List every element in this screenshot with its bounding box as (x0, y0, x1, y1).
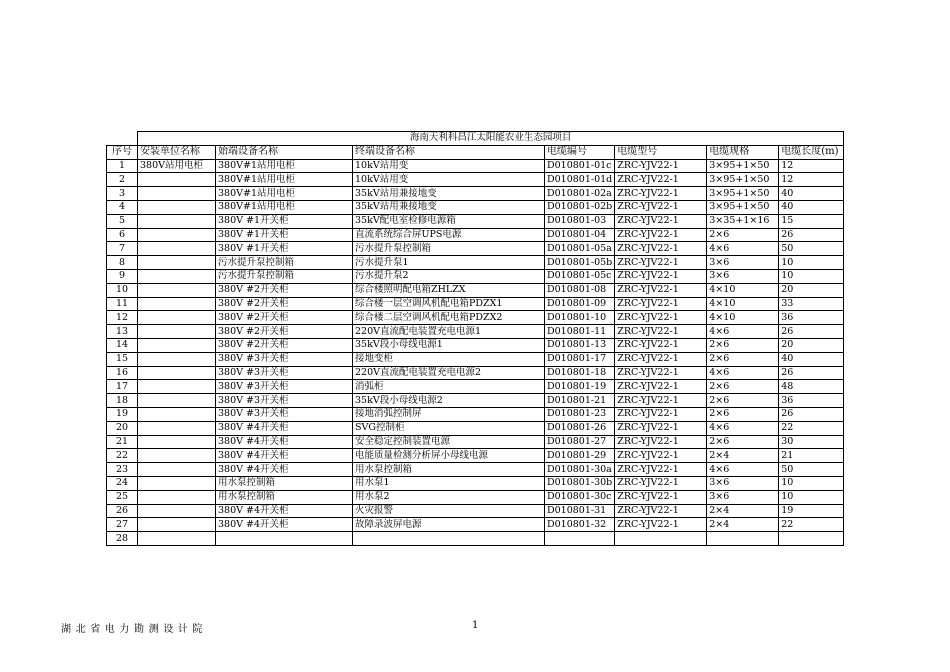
table-row (107, 476, 844, 490)
cell-cable-spec: 3×95+1×50 (707, 159, 779, 173)
cell-start-device: 380V#1站用电柜 (216, 173, 353, 187)
cell-cable-type: ZRC-YJV22-1 (615, 490, 707, 504)
cell-cable-spec: 4×6 (707, 366, 779, 380)
cell-seq: 6 (107, 228, 138, 242)
cell-cable-spec: 3×6 (707, 256, 779, 270)
cell-cable-spec: 2×6 (707, 394, 779, 408)
cell-start-device: 380V #2开关柜 (216, 325, 353, 339)
header-cell-seq: 序号 (107, 145, 138, 159)
cell-cable-type: ZRC-YJV22-1 (615, 159, 707, 173)
table-row (107, 366, 844, 380)
cell-start-device: 380V #2开关柜 (216, 338, 353, 352)
cell-cable-type: ZRC-YJV22-1 (615, 228, 707, 242)
cell-seq: 21 (107, 435, 138, 449)
cell-end-device: 用水泵1 (353, 476, 545, 490)
cell-cable-type: ZRC-YJV22-1 (615, 518, 707, 532)
cell-unit (138, 490, 216, 504)
cell-cable-no: D010801-03 (545, 214, 615, 228)
table-row (107, 407, 844, 421)
cell-cable-type: ZRC-YJV22-1 (615, 242, 707, 256)
cell-unit (138, 421, 216, 435)
cell-cable-type: ZRC-YJV22-1 (615, 311, 707, 325)
cell-end-device: 220V直流配电装置充电电源2 (353, 366, 545, 380)
cell-cable-no: D010801-18 (545, 366, 615, 380)
cell-cable-length: 50 (779, 242, 844, 256)
cell-cable-no: D010801-09 (545, 297, 615, 311)
table-row (107, 283, 844, 297)
cell-cable-spec: 4×10 (707, 297, 779, 311)
cell-cable-spec: 2×6 (707, 228, 779, 242)
cell-cable-length: 10 (779, 269, 844, 283)
cell-cable-length: 50 (779, 463, 844, 477)
cell-start-device: 380V #2开关柜 (216, 283, 353, 297)
header-cell-cable-type: 电缆型号 (615, 145, 707, 159)
table-row (107, 338, 844, 352)
cell-start-device: 380V #4开关柜 (216, 518, 353, 532)
cell-cable-spec: 4×10 (707, 283, 779, 297)
cell-seq: 1 (107, 159, 138, 173)
cell-cable-length: 26 (779, 407, 844, 421)
table-row (107, 435, 844, 449)
cell-cable-length: 12 (779, 173, 844, 187)
header-cell-cable-spec: 电缆规格 (707, 145, 779, 159)
cell-end-device: 接地变柜 (353, 352, 545, 366)
cell-end-device: 用水泵控制箱 (353, 463, 545, 477)
cell-start-device: 污水提升泵控制箱 (216, 269, 353, 283)
cell-start-device (216, 532, 353, 546)
cell-cable-type: ZRC-YJV22-1 (615, 394, 707, 408)
cell-cable-type: ZRC-YJV22-1 (615, 214, 707, 228)
cell-cable-spec: 2×4 (707, 518, 779, 532)
cell-unit (138, 228, 216, 242)
cell-seq: 3 (107, 187, 138, 201)
cell-unit (138, 394, 216, 408)
cell-start-device: 用水泵控制箱 (216, 476, 353, 490)
footer-page-number: 1 (472, 620, 479, 631)
cell-cable-no: D010801-29 (545, 449, 615, 463)
table-row (107, 256, 844, 270)
footer-organization: 湖北省电力勘测设计院 (61, 624, 207, 635)
cell-unit (138, 338, 216, 352)
cell-cable-no: D010801-02b (545, 200, 615, 214)
cell-unit (138, 407, 216, 421)
table-row (107, 297, 844, 311)
cell-cable-length (779, 532, 844, 546)
cell-cable-length: 26 (779, 366, 844, 380)
cell-cable-spec: 4×6 (707, 421, 779, 435)
cell-end-device: 消弧柜 (353, 380, 545, 394)
cell-seq: 13 (107, 325, 138, 339)
cell-end-device: 35kV配电室检修电源箱 (353, 214, 545, 228)
cell-start-device: 380V #3开关柜 (216, 394, 353, 408)
header-cell-cable-no: 电缆编号 (545, 145, 615, 159)
cell-cable-type: ZRC-YJV22-1 (615, 325, 707, 339)
cell-cable-type: ZRC-YJV22-1 (615, 449, 707, 463)
cell-cable-type: ZRC-YJV22-1 (615, 504, 707, 518)
cell-unit (138, 325, 216, 339)
cell-cable-no: D010801-27 (545, 435, 615, 449)
cell-cable-spec: 2×6 (707, 407, 779, 421)
table-row (107, 490, 844, 504)
cell-cable-spec: 4×6 (707, 325, 779, 339)
cell-cable-type: ZRC-YJV22-1 (615, 421, 707, 435)
table-row (107, 173, 844, 187)
cell-cable-spec: 4×6 (707, 242, 779, 256)
cell-end-device: 接地消弧控制屏 (353, 407, 545, 421)
cell-end-device (353, 532, 545, 546)
cell-unit (138, 435, 216, 449)
header-cell-start-device: 始端设备名称 (216, 145, 353, 159)
cell-start-device: 380V#1站用电柜 (216, 187, 353, 201)
cell-cable-type: ZRC-YJV22-1 (615, 338, 707, 352)
cell-cable-no: D010801-02a (545, 187, 615, 201)
cell-cable-length: 12 (779, 159, 844, 173)
cell-cable-no: D010801-30c (545, 490, 615, 504)
cell-end-device: 安全稳定控制装置电源 (353, 435, 545, 449)
cell-cable-type: ZRC-YJV22-1 (615, 200, 707, 214)
cell-cable-type: ZRC-YJV22-1 (615, 352, 707, 366)
cell-start-device: 380V #3开关柜 (216, 366, 353, 380)
cell-cable-length: 26 (779, 228, 844, 242)
cell-seq: 18 (107, 394, 138, 408)
cell-cable-spec: 2×4 (707, 504, 779, 518)
cell-end-device: 35kV站用兼接地变 (353, 200, 545, 214)
cell-cable-no: D010801-31 (545, 504, 615, 518)
cell-end-device: 污水提升泵2 (353, 269, 545, 283)
header-cell-end-device: 终端设备名称 (353, 145, 545, 159)
cell-seq: 5 (107, 214, 138, 228)
cell-end-device: 综合楼一层空调风机配电箱PDZX1 (353, 297, 545, 311)
cell-end-device: 35kV站用兼接地变 (353, 187, 545, 201)
cell-cable-no: D010801-30b (545, 476, 615, 490)
header-cell-unit: 安装单位名称 (138, 145, 216, 159)
cell-cable-spec: 3×6 (707, 476, 779, 490)
table-row (107, 449, 844, 463)
table-row (107, 518, 844, 532)
cell-cable-no: D010801-11 (545, 325, 615, 339)
cell-cable-no: D010801-21 (545, 394, 615, 408)
cell-cable-type: ZRC-YJV22-1 (615, 283, 707, 297)
title-spacer-cell (107, 132, 138, 146)
cell-start-device: 用水泵控制箱 (216, 490, 353, 504)
cell-seq: 24 (107, 476, 138, 490)
cell-cable-no: D010801-05a (545, 242, 615, 256)
cell-seq: 15 (107, 352, 138, 366)
cell-cable-spec: 3×95+1×50 (707, 187, 779, 201)
cell-seq: 17 (107, 380, 138, 394)
cell-cable-no: D010801-01d (545, 173, 615, 187)
title-row (107, 132, 844, 146)
cell-cable-no: D010801-32 (545, 518, 615, 532)
cell-cable-no: D010801-17 (545, 352, 615, 366)
cell-cable-spec: 4×6 (707, 463, 779, 477)
table-row (107, 269, 844, 283)
cell-unit (138, 200, 216, 214)
cell-end-device: 电能质量检测分析屏小母线电源 (353, 449, 545, 463)
table-row (107, 325, 844, 339)
cell-end-device: 综合楼二层空调风机配电箱PDZX2 (353, 311, 545, 325)
cell-cable-spec: 4×10 (707, 311, 779, 325)
cell-seq: 27 (107, 518, 138, 532)
cell-unit (138, 518, 216, 532)
cell-unit (138, 256, 216, 270)
table-row (107, 352, 844, 366)
cell-cable-type: ZRC-YJV22-1 (615, 366, 707, 380)
cell-cable-spec: 3×35+1×16 (707, 214, 779, 228)
cell-start-device: 380V #3开关柜 (216, 380, 353, 394)
cell-seq: 23 (107, 463, 138, 477)
cell-cable-spec: 2×4 (707, 449, 779, 463)
cell-unit (138, 532, 216, 546)
cell-cable-length: 40 (779, 200, 844, 214)
cell-seq: 25 (107, 490, 138, 504)
table-row (107, 159, 844, 173)
cell-start-device: 380V#1站用电柜 (216, 159, 353, 173)
cell-unit (138, 504, 216, 518)
cell-cable-no: D010801-05b (545, 256, 615, 270)
table-row (107, 463, 844, 477)
cell-cable-no: D010801-26 (545, 421, 615, 435)
cell-start-device: 380V #4开关柜 (216, 504, 353, 518)
cell-end-device: 故障录波屏电源 (353, 518, 545, 532)
cable-schedule-table (106, 131, 844, 546)
cell-cable-no: D010801-08 (545, 283, 615, 297)
cell-cable-length: 20 (779, 338, 844, 352)
cell-cable-length: 21 (779, 449, 844, 463)
cell-unit (138, 352, 216, 366)
table-row (107, 394, 844, 408)
cell-cable-length: 48 (779, 380, 844, 394)
cell-cable-length: 10 (779, 476, 844, 490)
cell-unit (138, 297, 216, 311)
table-row (107, 200, 844, 214)
cell-cable-spec: 3×95+1×50 (707, 200, 779, 214)
header-row (107, 145, 844, 159)
table-row (107, 421, 844, 435)
cell-end-device: 35kV段小母线电源1 (353, 338, 545, 352)
table-title: 海南天利科昌江太阳能农业生态园项目 (138, 132, 844, 146)
table-row (107, 380, 844, 394)
cell-cable-length: 20 (779, 283, 844, 297)
cell-cable-spec: 3×6 (707, 269, 779, 283)
cell-unit (138, 463, 216, 477)
cell-seq: 22 (107, 449, 138, 463)
cell-unit (138, 366, 216, 380)
cell-seq: 16 (107, 366, 138, 380)
cell-cable-length: 36 (779, 311, 844, 325)
cell-end-device: 直流系统综合屏UPS电源 (353, 228, 545, 242)
cell-cable-length: 40 (779, 352, 844, 366)
cell-cable-type: ZRC-YJV22-1 (615, 463, 707, 477)
cell-unit: 380V站用电柜 (138, 159, 216, 173)
cell-start-device: 380V#1站用电柜 (216, 200, 353, 214)
cell-cable-no: D010801-13 (545, 338, 615, 352)
cell-seq: 9 (107, 269, 138, 283)
cell-start-device: 380V #4开关柜 (216, 421, 353, 435)
cell-cable-type: ZRC-YJV22-1 (615, 256, 707, 270)
cell-start-device: 380V #3开关柜 (216, 407, 353, 421)
cell-unit (138, 311, 216, 325)
cell-unit (138, 187, 216, 201)
table-row (107, 214, 844, 228)
cell-cable-type: ZRC-YJV22-1 (615, 297, 707, 311)
cell-seq: 12 (107, 311, 138, 325)
cell-end-device: 火灾报警 (353, 504, 545, 518)
cell-cable-length: 22 (779, 421, 844, 435)
cell-cable-length: 19 (779, 504, 844, 518)
cell-cable-type: ZRC-YJV22-1 (615, 380, 707, 394)
cell-cable-spec: 2×6 (707, 352, 779, 366)
cell-cable-no: D010801-10 (545, 311, 615, 325)
cell-cable-length: 36 (779, 394, 844, 408)
cell-start-device: 380V #1开关柜 (216, 228, 353, 242)
cell-cable-no: D010801-05c (545, 269, 615, 283)
cell-cable-type: ZRC-YJV22-1 (615, 435, 707, 449)
cell-cable-spec: 3×6 (707, 490, 779, 504)
cell-end-device: SVG控制柜 (353, 421, 545, 435)
cell-seq: 11 (107, 297, 138, 311)
cell-seq: 8 (107, 256, 138, 270)
cell-cable-spec: 2×6 (707, 380, 779, 394)
table-row (107, 187, 844, 201)
cell-seq: 10 (107, 283, 138, 297)
cell-cable-no: D010801-04 (545, 228, 615, 242)
cell-cable-spec: 2×6 (707, 338, 779, 352)
cell-end-device: 35kV段小母线电源2 (353, 394, 545, 408)
cell-end-device: 污水提升泵控制箱 (353, 242, 545, 256)
cell-end-device: 10kV站用变 (353, 159, 545, 173)
cell-cable-length: 22 (779, 518, 844, 532)
table-row (107, 311, 844, 325)
cell-unit (138, 283, 216, 297)
cell-cable-no: D010801-19 (545, 380, 615, 394)
cell-start-device: 380V #1开关柜 (216, 242, 353, 256)
cell-cable-spec (707, 532, 779, 546)
cell-cable-no: D010801-30a (545, 463, 615, 477)
cell-start-device: 380V #2开关柜 (216, 311, 353, 325)
cell-cable-length: 40 (779, 187, 844, 201)
cell-start-device: 380V #3开关柜 (216, 352, 353, 366)
cell-seq: 26 (107, 504, 138, 518)
table-row (107, 228, 844, 242)
cell-unit (138, 476, 216, 490)
cell-seq: 7 (107, 242, 138, 256)
cell-cable-type (615, 532, 707, 546)
cell-start-device: 380V #4开关柜 (216, 435, 353, 449)
cell-cable-type: ZRC-YJV22-1 (615, 407, 707, 421)
cell-seq: 4 (107, 200, 138, 214)
cell-seq: 20 (107, 421, 138, 435)
cell-end-device: 综合楼照明配电箱ZHLZX (353, 283, 545, 297)
cell-unit (138, 214, 216, 228)
cell-cable-length: 26 (779, 325, 844, 339)
cell-cable-type: ZRC-YJV22-1 (615, 476, 707, 490)
cell-cable-length: 15 (779, 214, 844, 228)
table-row (107, 532, 844, 546)
cell-start-device: 380V #1开关柜 (216, 214, 353, 228)
header-cell-cable-length: 电缆长度(m) (779, 145, 844, 159)
cell-start-device: 污水提升泵控制箱 (216, 256, 353, 270)
cell-cable-length: 30 (779, 435, 844, 449)
cell-cable-length: 10 (779, 256, 844, 270)
table-row (107, 242, 844, 256)
cell-seq: 28 (107, 532, 138, 546)
cell-end-device: 10kV站用变 (353, 173, 545, 187)
cell-unit (138, 269, 216, 283)
cell-cable-length: 10 (779, 490, 844, 504)
cell-seq: 2 (107, 173, 138, 187)
cell-start-device: 380V #4开关柜 (216, 463, 353, 477)
table-row (107, 504, 844, 518)
cell-cable-spec: 2×6 (707, 435, 779, 449)
cell-end-device: 用水泵2 (353, 490, 545, 504)
cell-cable-spec: 3×95+1×50 (707, 173, 779, 187)
cell-start-device: 380V #4开关柜 (216, 449, 353, 463)
cell-cable-type: ZRC-YJV22-1 (615, 269, 707, 283)
cell-unit (138, 242, 216, 256)
cell-end-device: 污水提升泵1 (353, 256, 545, 270)
cell-seq: 14 (107, 338, 138, 352)
cell-unit (138, 380, 216, 394)
cell-cable-no: D010801-23 (545, 407, 615, 421)
cell-cable-length: 33 (779, 297, 844, 311)
cell-cable-no: D010801-01c (545, 159, 615, 173)
cell-cable-no (545, 532, 615, 546)
cell-seq: 19 (107, 407, 138, 421)
cell-end-device: 220V直流配电装置充电电源1 (353, 325, 545, 339)
cell-start-device: 380V #2开关柜 (216, 297, 353, 311)
cell-cable-type: ZRC-YJV22-1 (615, 187, 707, 201)
cell-cable-type: ZRC-YJV22-1 (615, 173, 707, 187)
cell-unit (138, 173, 216, 187)
cell-unit (138, 449, 216, 463)
